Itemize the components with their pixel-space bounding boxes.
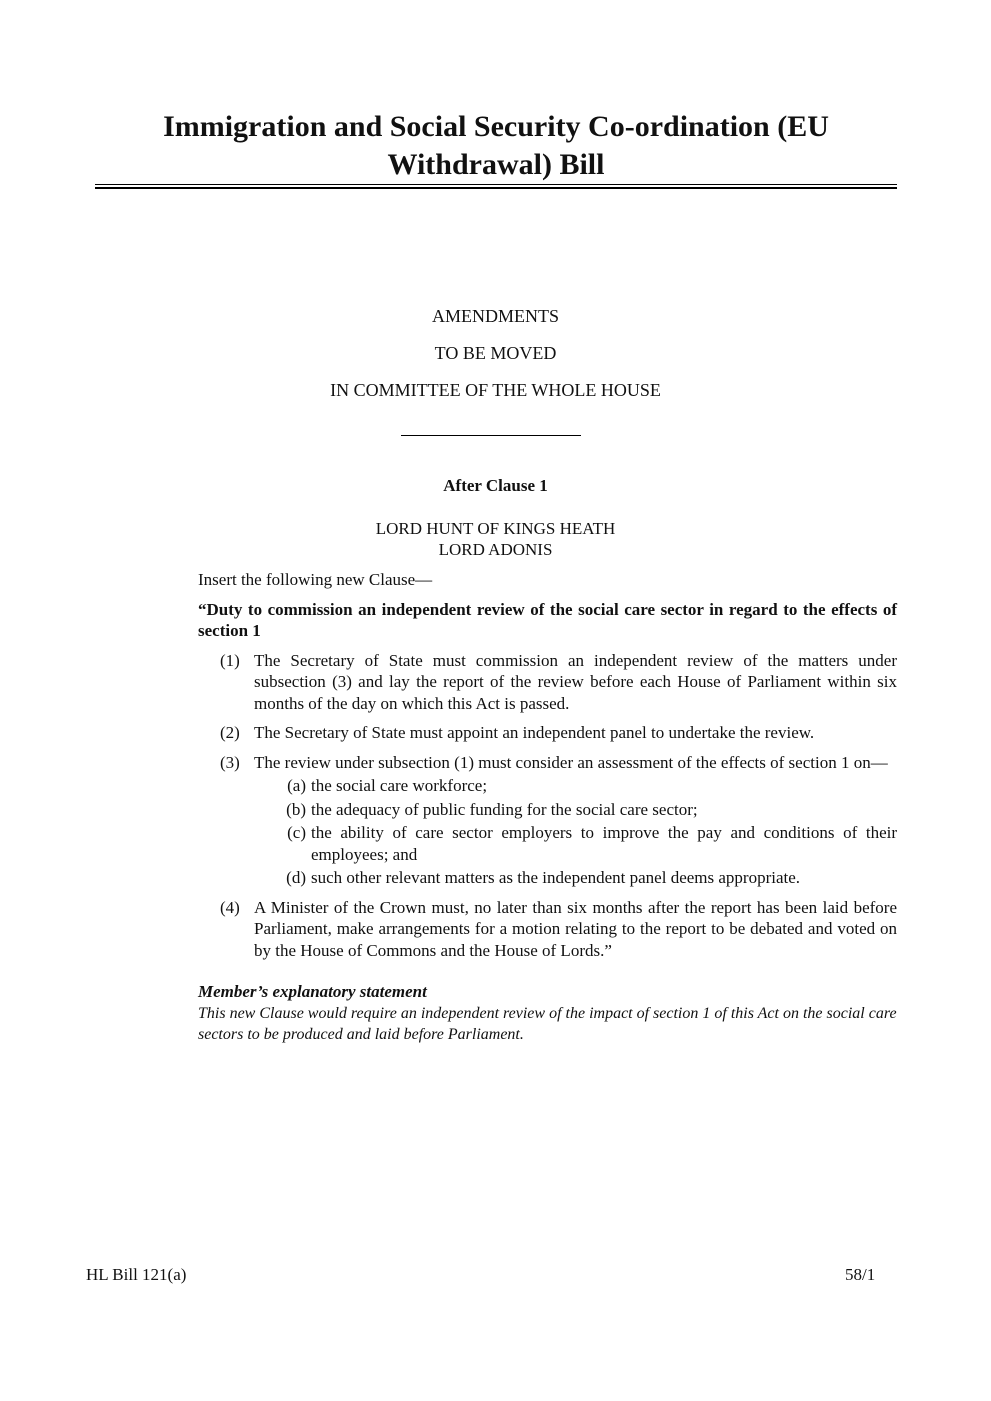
paragraph-text: the social care workforce;	[311, 776, 488, 795]
paragraph-c	[198, 822, 897, 865]
paragraph-text: such other relevant matters as the independent panel deems appropriate.	[311, 868, 801, 887]
clause-title: “Duty to commission an independent review of the social care sector in regard to the effects of section 1	[198, 599, 897, 640]
title-double-rule	[95, 184, 897, 189]
bill-title-line-2: Withdrawal) Bill	[387, 148, 605, 181]
subsection-text: The Secretary of State must commission an independent review of the matters under subsection (3) and lay the report of the review before each House of Parliament within six months of the day on which this Act is passed.	[254, 650, 897, 713]
explanatory-text: This new Clause would require an independent review of the impact of section 1 of this Act on the social care sectors to be produced and laid before Parliament.	[198, 1004, 897, 1043]
subsection-text: A Minister of the Crown must, no later than six months after the report has been laid before Parliament, make arrangements for a motion relating to the report to be debated and voted on by the House of Commons and the House of Lords.”	[254, 897, 897, 960]
bill-title-line-1: Immigration and Social Security Co-ordination (EU	[163, 110, 829, 143]
subsection-3	[198, 752, 897, 774]
bill-reference: HL Bill 121(a)	[86, 1265, 187, 1284]
subsection-number: (4)	[220, 897, 240, 917]
subsection-2	[198, 722, 897, 744]
clause-position: After Clause 1	[443, 476, 548, 495]
heading-amendments: AMENDMENTS	[431, 306, 559, 326]
subsection-number: (3)	[220, 752, 240, 772]
amendment-body	[198, 569, 897, 1046]
paragraph-text: the ability of care sector employers to improve the pay and conditions of their employees; and	[311, 823, 897, 864]
paragraph-a	[198, 775, 897, 797]
paragraph-number: (a)	[287, 776, 306, 795]
subsection-number: (2)	[220, 723, 240, 742]
paragraph-d	[198, 867, 897, 889]
heading-committee: IN COMMITTEE OF THE WHOLE HOUSE	[330, 380, 661, 400]
paragraph-number: (d)	[286, 868, 306, 887]
paragraph-number: (b)	[286, 799, 306, 819]
bill-title	[95, 108, 897, 184]
page-reference: 58/1	[845, 1265, 876, 1284]
subsection-1	[198, 650, 897, 715]
instruction: Insert the following new Clause—	[198, 570, 433, 589]
subsection-text: The review under subsection (1) must consider an assessment of the effects of section 1 on—	[254, 752, 888, 772]
sponsor-1: LORD HUNT OF KINGS HEATH	[375, 519, 616, 538]
paragraph-b	[198, 799, 897, 821]
subsection-4	[198, 897, 897, 962]
paragraph-text: the adequacy of public funding for the social care sector;	[311, 799, 698, 819]
separator-rule	[401, 435, 581, 436]
paragraph-number: (c)	[287, 823, 306, 842]
explanatory-heading: Member’s explanatory statement	[198, 982, 427, 1001]
sponsor-2: LORD ADONIS	[438, 540, 553, 559]
heading-to-be-moved: TO BE MOVED	[434, 343, 557, 363]
subsection-text: The Secretary of State must appoint an independent panel to undertake the review.	[254, 723, 815, 742]
subsection-number: (1)	[220, 650, 240, 670]
